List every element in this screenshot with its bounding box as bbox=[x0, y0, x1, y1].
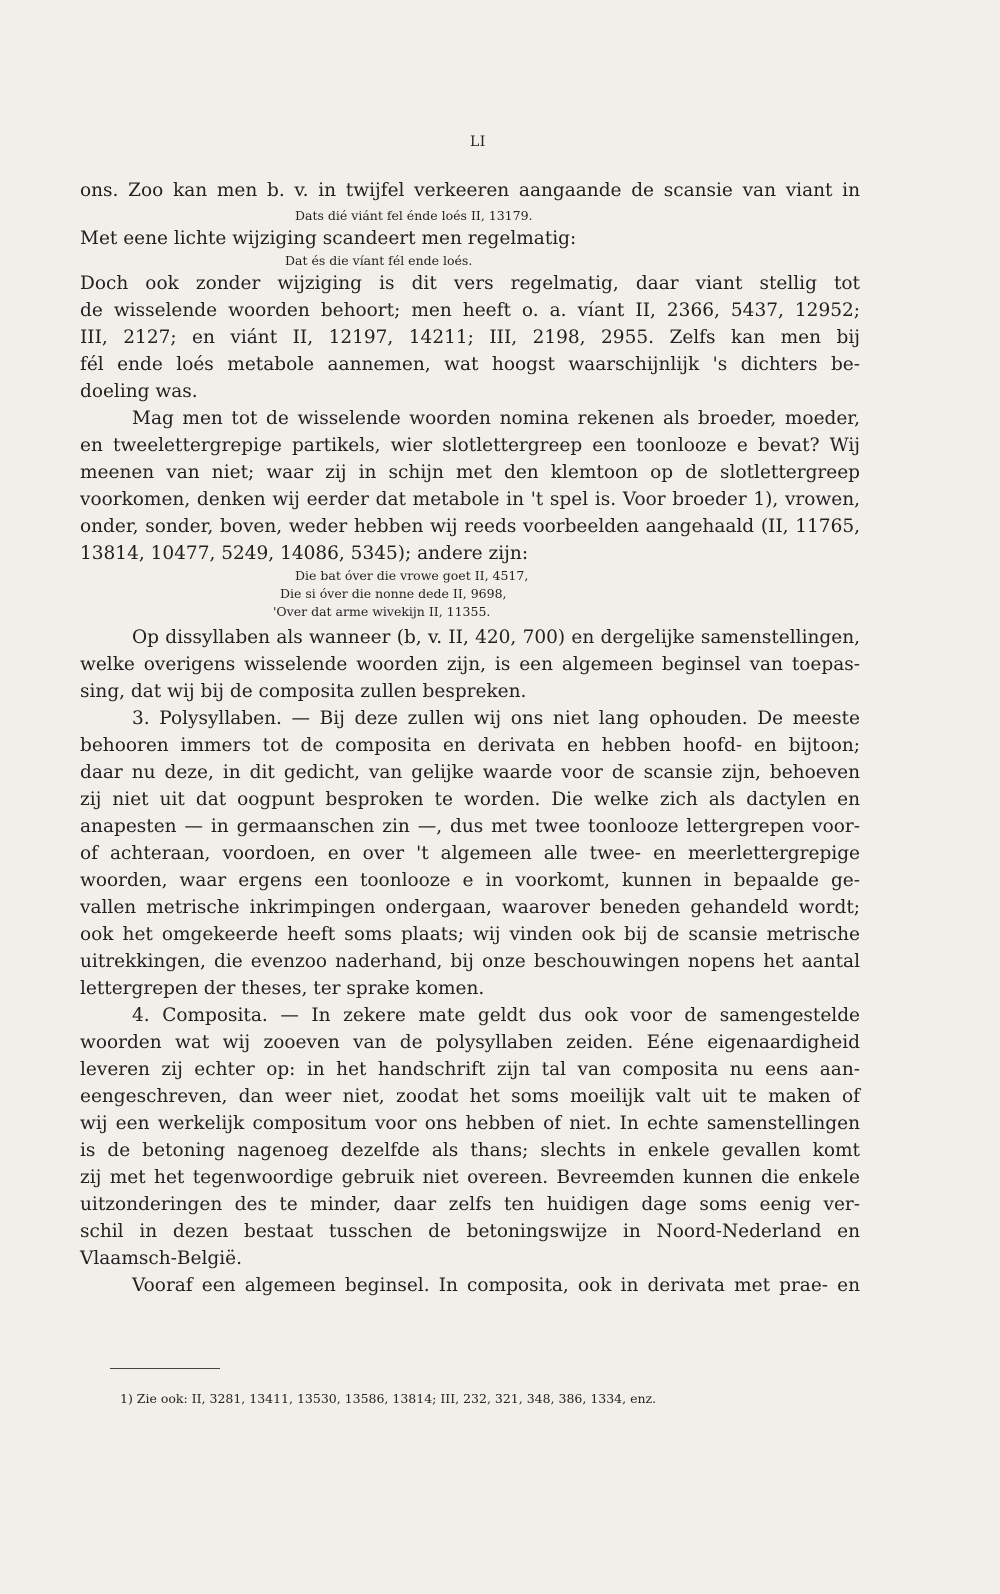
footnote-divider bbox=[110, 1368, 220, 1369]
text-line: III, 2127; en viánt II, 12197, 14211; III, 2198, 2955. Zelfs kan men bij bbox=[80, 327, 860, 348]
text-line: daar nu deze, in dit gedicht, van gelijke waarde voor de scansie zijn, behoeven bbox=[80, 762, 860, 783]
page-number: LI bbox=[470, 134, 486, 150]
text-line: Mag men tot de wisselende woorden nomina rekenen als broeder, moeder, bbox=[132, 408, 860, 429]
text-line: de wisselende woorden behoort; men heeft o. a. víant II, 2366, 5437, 12952; bbox=[80, 300, 860, 321]
text-line: zij met het tegenwoordige gebruik niet overeen. Bevreemden kunnen die enkele bbox=[80, 1167, 860, 1188]
text-line: of achteraan, voordoen, en over 't algemeen alle twee- en meerlettergrepige bbox=[80, 843, 860, 864]
quotation-line: Dats dié viánt fel énde loés II, 13179. bbox=[295, 208, 533, 223]
text-line: wij een werkelijk compositum voor ons hebben of niet. In echte samenstellingen bbox=[80, 1113, 860, 1134]
text-line: is de betoning nagenoeg dezelfde als thans; slechts in enkele gevallen komt bbox=[80, 1140, 860, 1161]
text-line: Met eene lichte wijziging scandeert men regelmatig: bbox=[80, 228, 577, 249]
text-line: leveren zij echter op: in het handschrift zijn tal van composita nu eens aan- bbox=[80, 1059, 860, 1080]
text-line: lettergrepen der theses, ter sprake komen. bbox=[80, 978, 485, 999]
quotation-line: Die bat óver die vrowe goet II, 4517, bbox=[295, 568, 529, 583]
body-text bbox=[80, 177, 860, 1299]
text-line: uitzonderingen des te minder, daar zelfs ten huidigen dage soms eenig ver- bbox=[80, 1194, 860, 1215]
footnote: 1) Zie ook: II, 3281, 13411, 13530, 13586, 13814; III, 232, 321, 348, 386, 1334, enz. bbox=[120, 1391, 657, 1406]
text-line: woorden, waar ergens een toonlooze e in voorkomt, kunnen in bepaalde ge- bbox=[80, 870, 860, 891]
text-line: meenen van niet; waar zij in schijn met den klemtoon op de slotlettergreep bbox=[80, 462, 860, 483]
text-line: uitrekkingen, die evenzoo naderhand, bij onze beschouwingen nopens het aantal bbox=[80, 951, 860, 972]
text-line: fél ende loés metabole aannemen, wat hoogst waarschijnlijk 's dichters be- bbox=[80, 354, 860, 375]
text-line: ons. Zoo kan men b. v. in twijfel verkeeren aangaande de scansie van viant in bbox=[80, 180, 860, 201]
text-line: Op dissyllaben als wanneer (b, v. II, 420, 700) en dergelijke samenstellingen, bbox=[132, 627, 860, 648]
text-line: onder, sonder, boven, weder hebben wij reeds voorbeelden aangehaald (II, 11765, bbox=[80, 516, 860, 537]
section-heading-line: 4. Composita. — In zekere mate geldt dus ook voor de samengestelde bbox=[132, 1005, 860, 1026]
quotation-line: 'Over dat arme wivekijn II, 11355. bbox=[273, 604, 491, 619]
text-line: doeling was. bbox=[80, 381, 198, 402]
text-line: vallen metrische inkrimpingen ondergaan, waarover beneden gehandeld wordt; bbox=[80, 897, 860, 918]
text-line: en tweelettergrepige partikels, wier slotlettergreep een toonlooze e bevat? Wij bbox=[80, 435, 860, 456]
text-line: schil in dezen bestaat tusschen de betoningswijze in Noord-Nederland en bbox=[80, 1221, 860, 1242]
text-line: anapesten — in germaanschen zin —, dus met twee toonlooze lettergrepen voor- bbox=[80, 816, 860, 837]
text-line: welke overigens wisselende woorden zijn, is een algemeen beginsel van toepas- bbox=[80, 654, 860, 675]
text-line: voorkomen, denken wij eerder dat metabole in 't spel is. Voor broeder 1), vrowen, bbox=[80, 489, 860, 510]
text-line: 13814, 10477, 5249, 14086, 5345); andere zijn: bbox=[80, 543, 529, 564]
text-line: Vlaamsch-België. bbox=[80, 1248, 242, 1269]
text-line: behooren immers tot de composita en derivata en hebben hoofd- en bijtoon; bbox=[80, 735, 860, 756]
text-line: Vooraf een algemeen beginsel. In composita, ook in derivata met prae- en bbox=[132, 1275, 860, 1296]
text-line: ook het omgekeerde heeft soms plaats; wij vinden ook bij de scansie metrische bbox=[80, 924, 860, 945]
quotation-line: Die si óver die nonne dede II, 9698, bbox=[280, 586, 507, 601]
section-heading-line: 3. Polysyllaben. — Bij deze zullen wij ons niet lang ophouden. De meeste bbox=[132, 708, 860, 729]
text-line: Doch ook zonder wijziging is dit vers regelmatig, daar viant stellig tot bbox=[80, 273, 860, 294]
text-line: sing, dat wij bij de composita zullen bespreken. bbox=[80, 681, 527, 702]
text-line: woorden wat wij zooeven van de polysyllaben zeiden. Eéne eigenaardigheid bbox=[80, 1032, 860, 1053]
quotation-line: Dat és die víant fél ende loés. bbox=[285, 253, 473, 268]
text-line: eengeschreven, dan weer niet, zoodat het soms moeilijk valt uit te maken of bbox=[80, 1086, 860, 1107]
text-line: zij niet uit dat oogpunt besproken te worden. Die welke zich als dactylen en bbox=[80, 789, 860, 810]
